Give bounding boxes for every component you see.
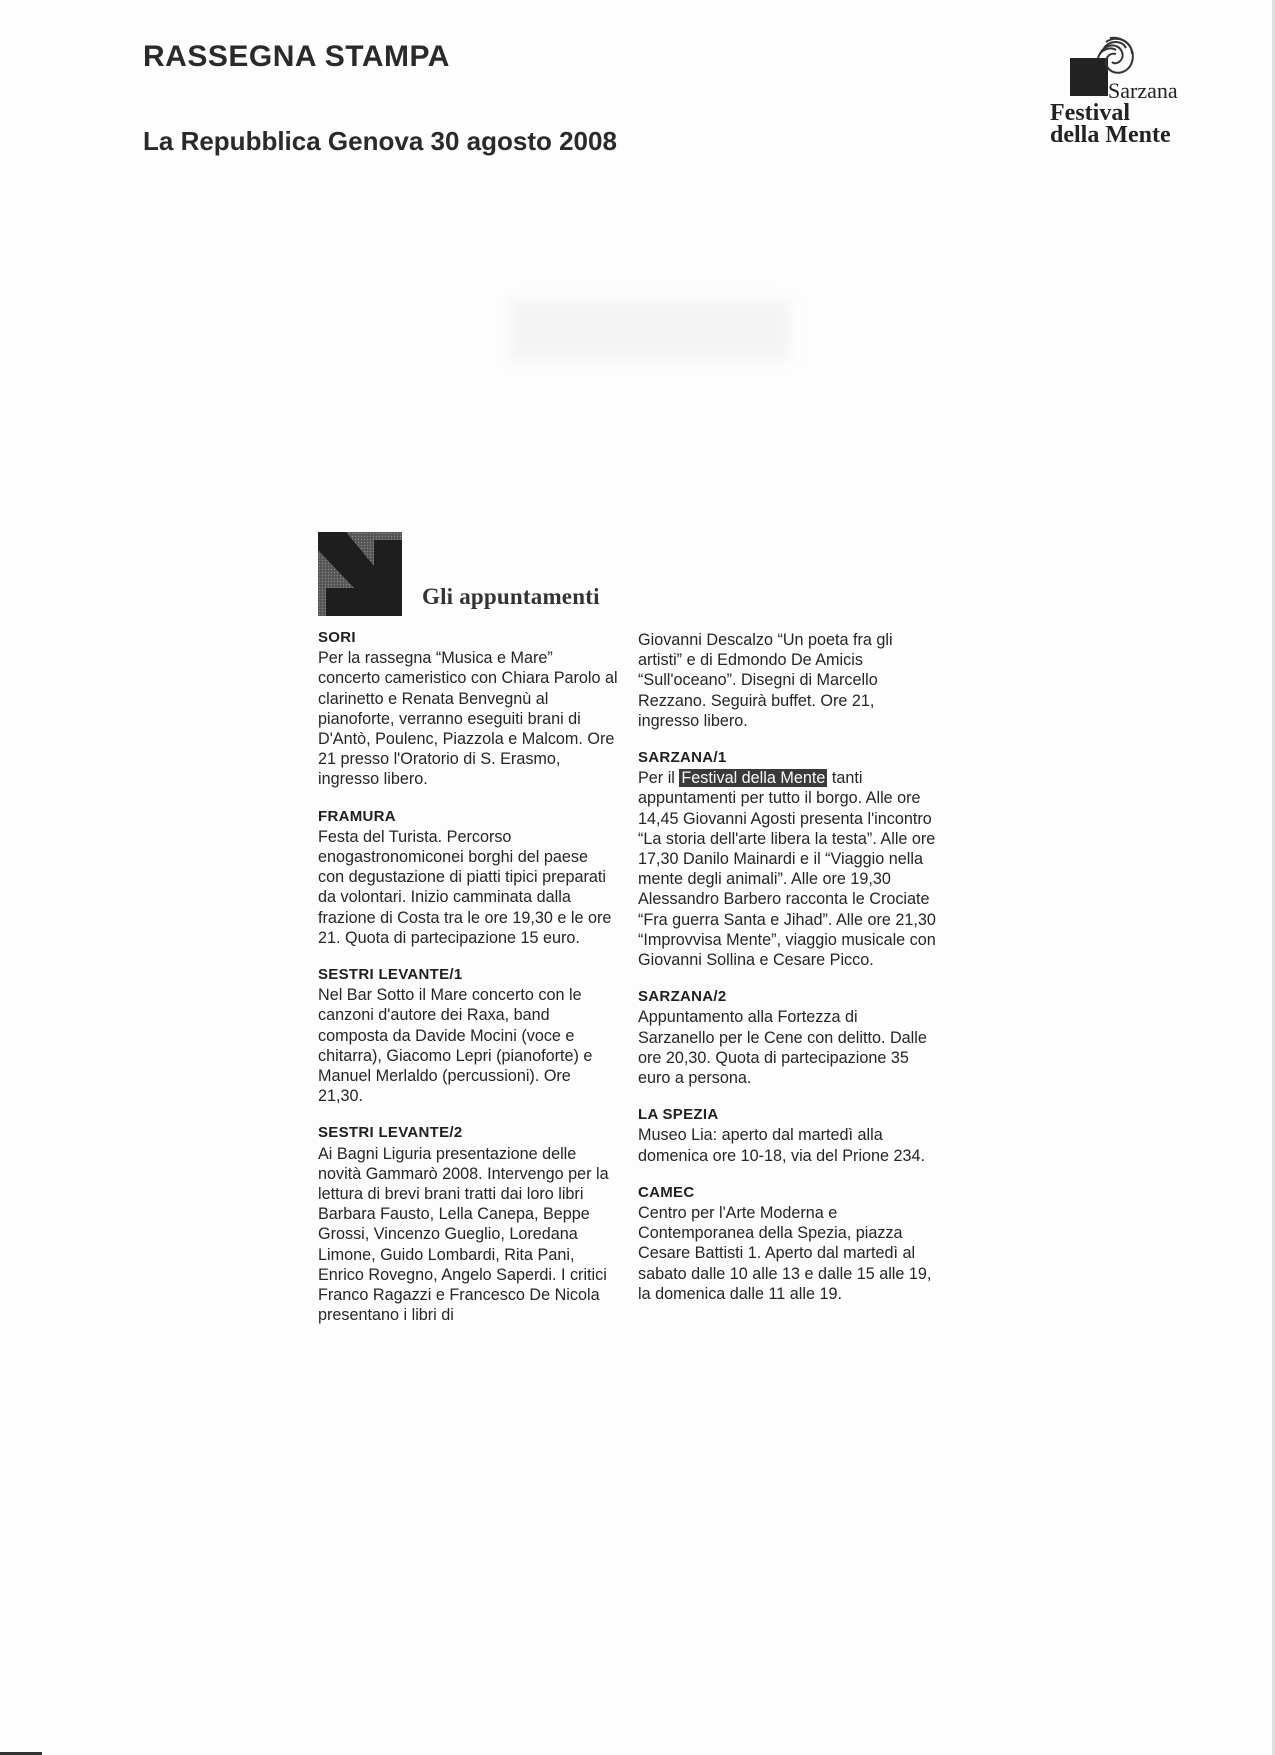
rubric-arrow-icon	[318, 532, 402, 616]
logo-line-della-mente: della Mente	[1050, 122, 1171, 148]
entry-title: SARZANA/2	[638, 988, 727, 1006]
entry-sestri-levante-2	[318, 1123, 618, 1325]
logo-line-sarzana: Sarzana	[1108, 78, 1178, 103]
entry-continuation	[638, 630, 938, 731]
newspaper-clipping	[318, 528, 938, 1448]
highlighted-festival-name: Festival della Mente	[681, 769, 826, 788]
left-column	[318, 628, 618, 1343]
entry-title: CAMEC	[638, 1183, 695, 1201]
rubric-title: Gli appuntamenti	[422, 584, 600, 609]
entry-text: Festa del Turista. Percorso enogastronomiconei borghi del paese con degustazione di piatti tipici preparati da volontari. Inizio camminata dalla frazione di Costa tra le ore 19,30 e le ore 21. Quota di partecipazione 15 euro.	[318, 827, 612, 947]
entry-text: Per la rassegna “Musica e Mare” concerto cameristico con Chiara Parolo al clarinetto e Renata Benvegnù al pianoforte, verranno eseguiti brani di D'Antò, Poulenc, Piazzola e Malcom. Ore 21 presso l'Oratorio di S. Erasmo, ingresso libero.	[318, 649, 618, 789]
entry-title: SESTRI LEVANTE/2	[318, 1124, 463, 1142]
entry-text: Ai Bagni Liguria presentazione delle novità Gammarò 2008. Intervengo per la lettura di brevi brani tratti dai loro libri Barbara Fausto, Lella Canepa, Beppe Grossi, Vincenzo Gueglio, Loredana Limone, Guido Lombardi, Rita Pani, Enrico Rovegno, Angelo Saperdi. I critici Franco Ragazzi e Francesco De Nicola presentano i libri di	[318, 1144, 609, 1325]
document-title: RASSEGNA STAMPA	[143, 40, 450, 73]
entry-text	[638, 768, 938, 970]
festival-logo	[1050, 28, 1200, 158]
logo-line-festival: Festival	[1050, 100, 1130, 126]
entry-sori	[318, 628, 618, 790]
entry-text: Centro per l'Arte Moderna e Contemporanea della Spezia, piazza Cesare Battisti 1. Aperto dal martedì al sabato dalle 10 alle 13 e dalle 15 alle 19, la domenica dalle 11 alle 19.	[638, 1204, 932, 1303]
entry-title: SORI	[318, 629, 356, 646]
entry-title: FRAMURA	[318, 807, 396, 825]
entry-sestri-levante-1	[318, 965, 618, 1106]
scan-smudge	[510, 300, 790, 360]
entry-sarzana-2	[638, 987, 938, 1088]
entry-text: Nel Bar Sotto il Mare concerto con le canzoni d'autore dei Raxa, band composta da Davide Mocini (voce e chitarra), Giacomo Lepri (pianoforte) e Manuel Merlaldo (percussioni). Ore 21,30.	[318, 986, 593, 1106]
entry-text: Museo Lia: aperto dal martedì alla domenica ore 10-18, via del Prione 234.	[638, 1126, 926, 1165]
entry-text: Appuntamento alla Fortezza di Sarzanello per le Cene con delitto. Dalle ore 20,30. Quota di partecipazione 35 euro a persona.	[638, 1008, 927, 1088]
entry-framura	[318, 807, 618, 948]
entry-title: SESTRI LEVANTE/1	[318, 966, 463, 984]
entry-title: SARZANA/1	[638, 749, 727, 767]
text-after-highlight: tanti appuntamenti per tutto il borgo. Alle ore 14,45 Giovanni Agosti presenta l'incontro “La storia dell'arte libera la testa”. Alle ore 17,30 Danilo Mainardi e il “Viaggio nella mente degli animali”. Alle ore 19,30 Alessandro Barbero racconta le Crociate “Fra guerra Santa e Jihad”. Alle ore 21,30 “Improvvisa Mente”, viaggio musicale con Giovanni Sollina e Cesare Picco.	[638, 769, 936, 970]
text-before-highlight: Per il	[638, 769, 675, 788]
right-column	[638, 630, 938, 1321]
entry-text: Giovanni Descalzo “Un poeta fra gli artisti” e di Edmondo De Amicis “Sull'oceano”. Disegni di Marcello Rezzano. Seguirà buffet. Ore 21, ingresso libero.	[638, 631, 893, 730]
entry-sarzana-1	[638, 748, 938, 970]
newspaper-source-date: La Repubblica Genova 30 agosto 2008	[143, 126, 617, 156]
entry-la-spezia	[638, 1105, 938, 1166]
entry-camec	[638, 1183, 938, 1304]
logo-wordmark	[1050, 80, 1178, 146]
entry-title: LA SPEZIA	[638, 1106, 719, 1124]
